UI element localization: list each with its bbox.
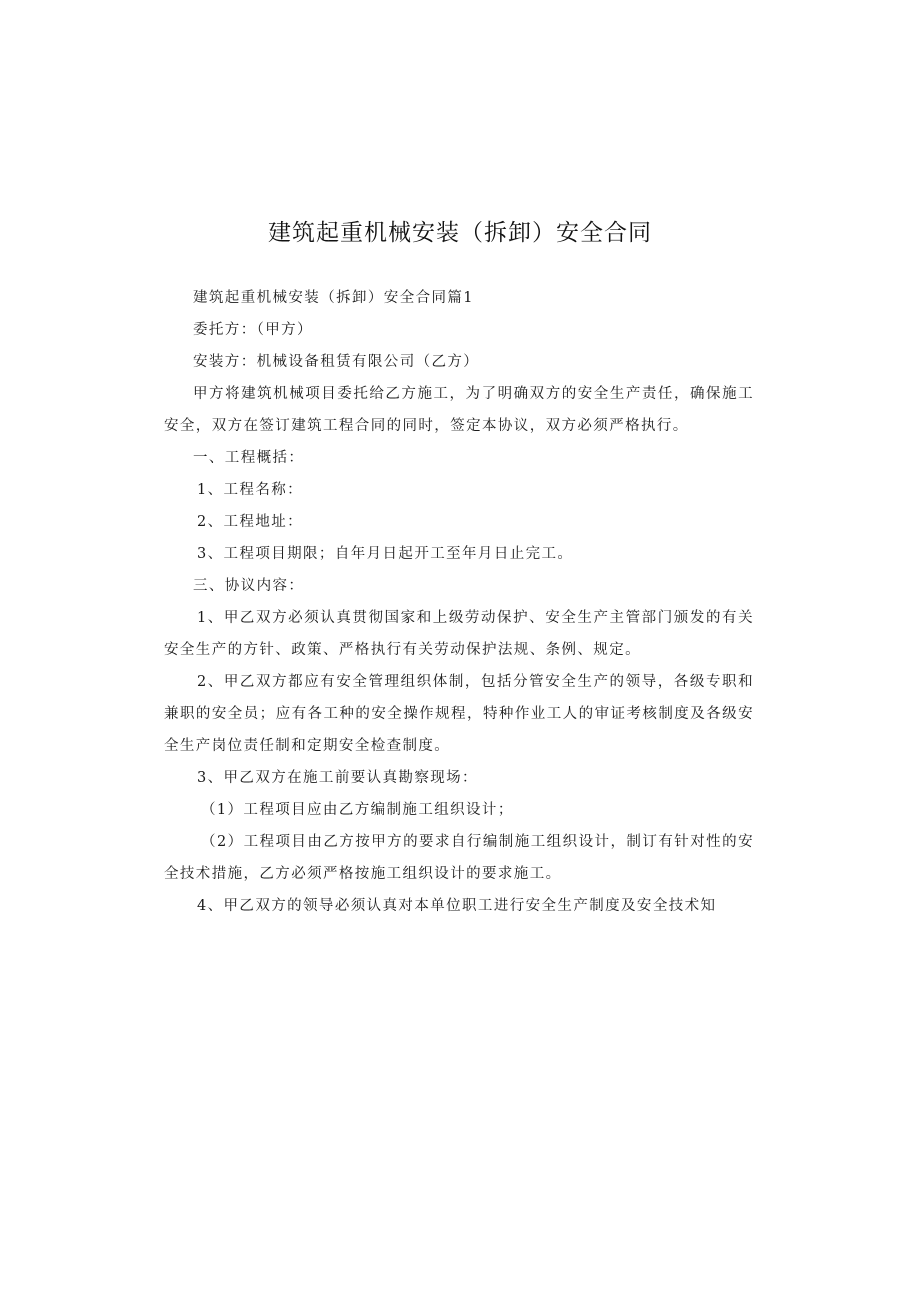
project-address: 2、工程地址： xyxy=(197,514,304,530)
clause-1: 1、甲乙双方必须认真贯彻国家和上级劳动保护、安全生产主管部门颁发的有关安全生产的方针、政策、严格执行有关劳动保护法规、条例、规定。 xyxy=(164,610,754,658)
clause-3-item-2: （2）工程项目由乙方按甲方的要求自行编制施工组织设计，制订有针对性的安全技术措施，乙方必须严格按施工组织设计的要求施工。 xyxy=(164,834,754,882)
agreement-heading: 三、协议内容： xyxy=(193,578,305,594)
project-period: 3、工程项目期限；自年月日起开工至年月日止完工。 xyxy=(197,546,574,562)
document-title: 建筑起重机械安装（拆卸）安全合同 xyxy=(268,220,652,246)
client-party: 委托方：（甲方） xyxy=(193,322,313,338)
clause-3-item-1: （1）工程项目应由乙方编制施工组织设计； xyxy=(201,802,514,818)
section-heading: 建筑起重机械安装（拆卸）安全合同篇1 xyxy=(193,290,474,306)
intro-paragraph: 甲方将建筑机械项目委托给乙方施工，为了明确双方的安全生产责任，确保施工安全，双方在签订建筑工程合同的同时，签定本协议，双方必须严格执行。 xyxy=(164,386,754,434)
clause-4: 4、甲乙双方的领导必须认真对本单位职工进行安全生产制度及安全技术知 xyxy=(197,898,717,914)
clause-3: 3、甲乙双方在施工前要认真勘察现场： xyxy=(197,770,478,786)
overview-heading: 一、工程概括： xyxy=(193,450,305,466)
document-body xyxy=(164,282,754,922)
clause-2: 2、甲乙双方都应有安全管理组织体制，包括分管安全生产的领导，各级专职和兼职的安全员；应有各工种的安全操作规程，特种作业工人的审证考核制度及各级安全生产岗位责任制和定期安全检查制度。 xyxy=(164,674,754,754)
installer-party: 安装方：机械设备租赁有限公司（乙方） xyxy=(193,354,480,370)
project-name: 1、工程名称： xyxy=(197,482,304,498)
